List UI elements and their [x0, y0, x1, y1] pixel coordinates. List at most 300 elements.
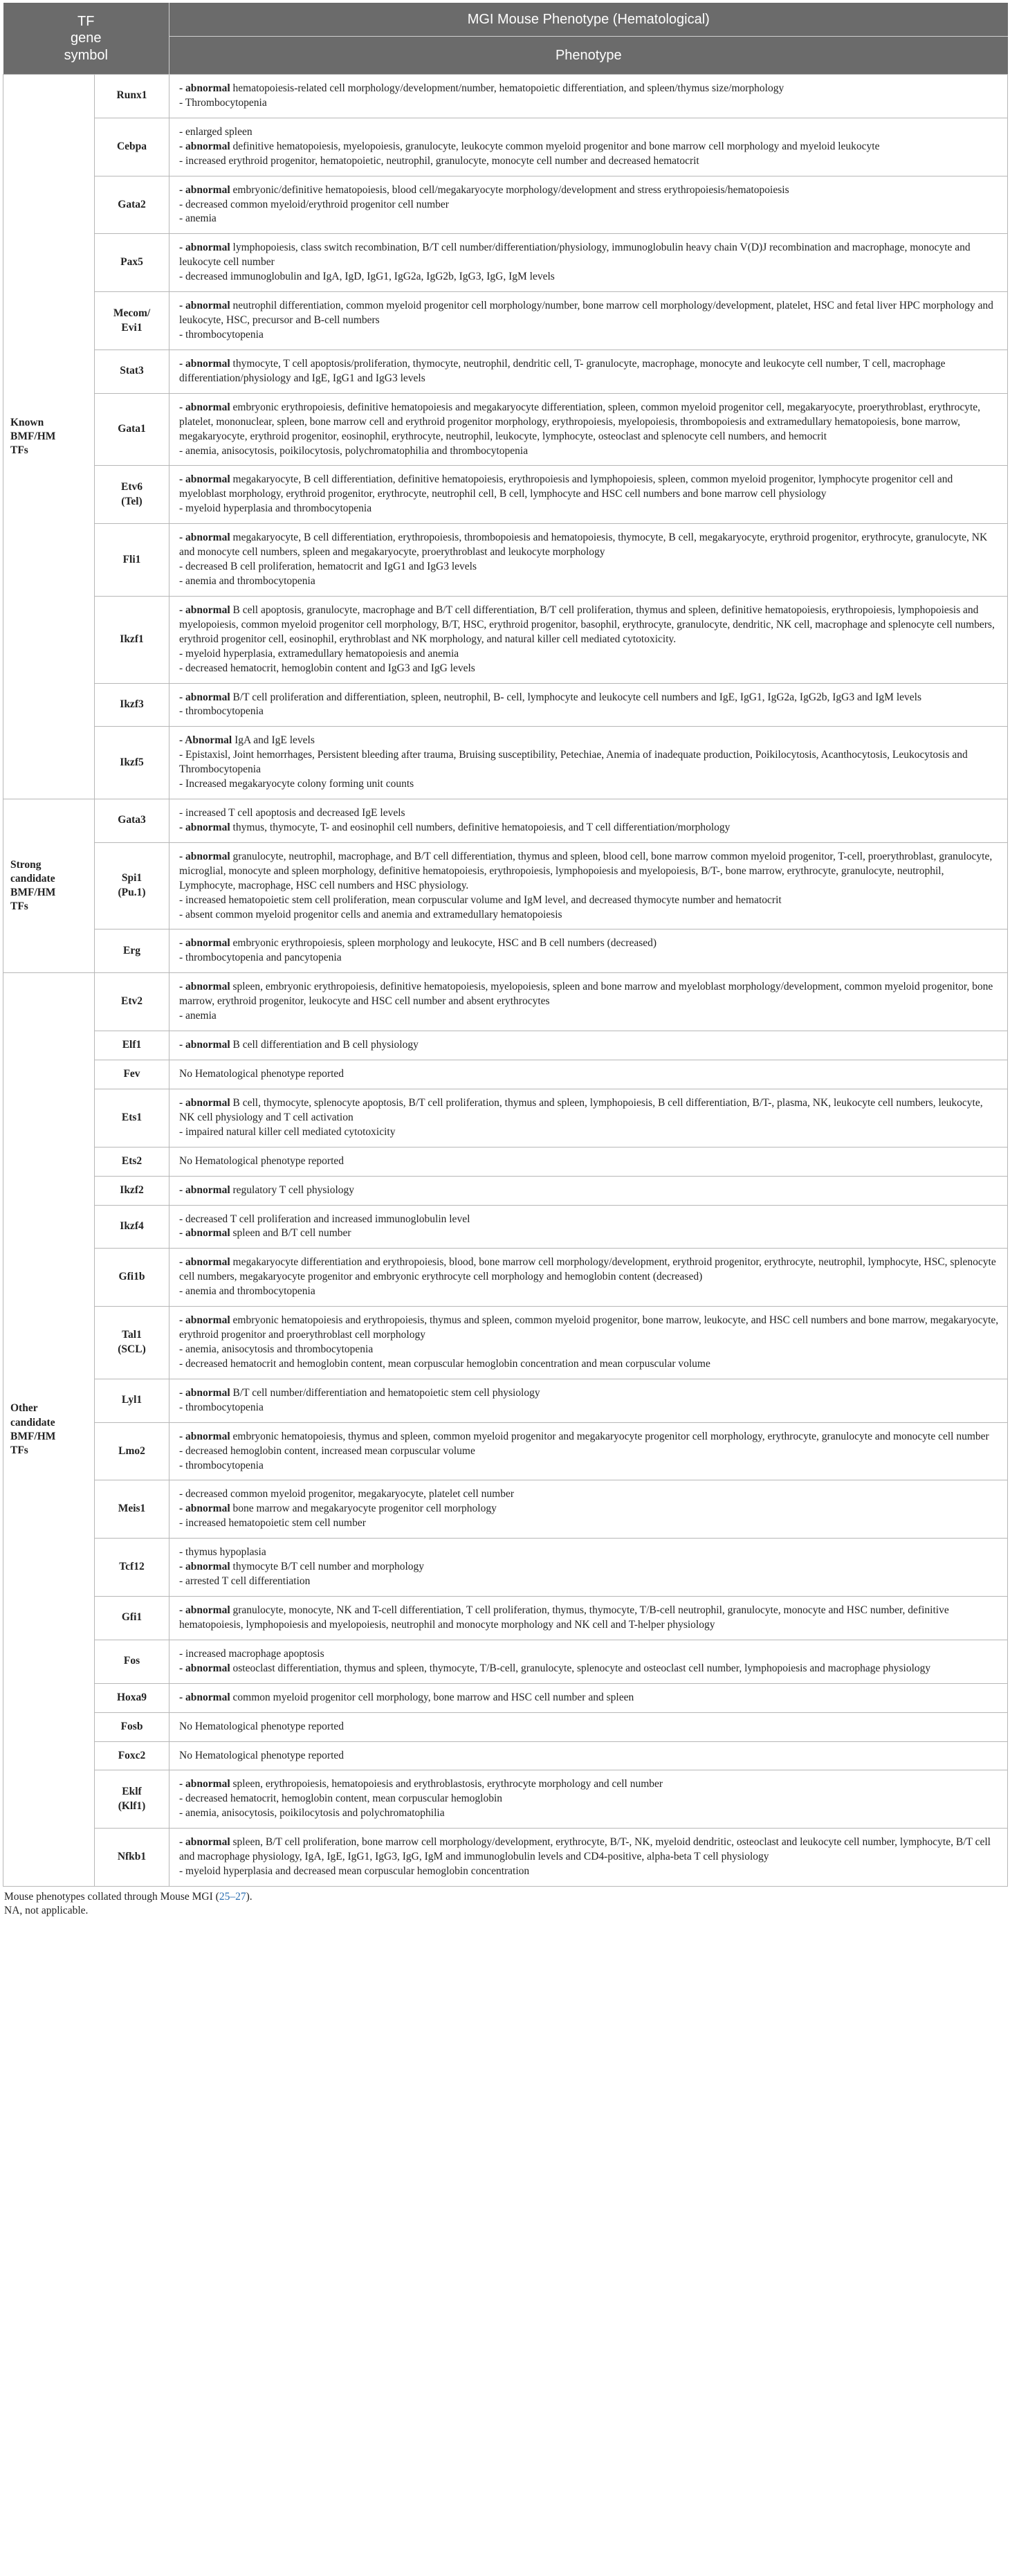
- phenotype-line: [179, 1285, 999, 1299]
- gene-symbol-cell: [95, 683, 169, 727]
- gene-symbol-cell: [95, 75, 169, 118]
- gene-symbol-cell: [95, 234, 169, 292]
- phenotype-line: [179, 821, 999, 835]
- gene-symbol: (Pu.1): [118, 887, 146, 899]
- phenotype-text: B/T cell proliferation and differentiation, spleen, neutrophil, B- cell, lymphocyte and leukocyte cell numbers and IgE, IgG1, IgG2a, IgG2b, IgG3 and IgM levels: [230, 691, 921, 703]
- phenotype-emphasis: - abnormal: [179, 82, 230, 94]
- phenotype-line: [179, 1777, 999, 1792]
- gene-symbol: Gfi1: [121, 1611, 143, 1624]
- phenotype-cell: [169, 596, 1008, 683]
- gene-symbol: Ikzf2: [120, 1183, 144, 1196]
- phenotype-text: megakaryocyte, B cell differentiation, erythropoiesis, thrombopoiesis and hematopoiesis, thymocyte, B cell, megakaryocyte, erythroid progenitor, erythrocyte, granulocyte, NK and monocyte cell numbers, spleen and megakaryocyte, proerythroblast and leukocyte morphology: [179, 532, 988, 559]
- gene-symbol-cell: [95, 1712, 169, 1741]
- phenotype-table: [3, 3, 1008, 1887]
- table-row: [3, 1307, 1008, 1379]
- gene-symbol: Nfkb1: [117, 1851, 147, 1863]
- phenotype-text: - increased hematopoietic stem cell proliferation, mean corpuscular volume and IgM level, and decreased thymocyte number and hematocrit: [179, 894, 782, 906]
- category-label: TFs: [10, 1444, 28, 1456]
- gene-symbol-cell: [95, 350, 169, 393]
- phenotype-cell: [169, 842, 1008, 929]
- gene-symbol-cell: [95, 1176, 169, 1205]
- phenotype-line: [179, 1720, 999, 1734]
- gene-symbol-cell: [95, 466, 169, 524]
- table-row: [3, 234, 1008, 292]
- table-row: [3, 799, 1008, 843]
- gene-symbol-cell: [95, 973, 169, 1031]
- phenotype-cell: [169, 393, 1008, 466]
- phenotype-line: [179, 473, 999, 502]
- phenotype-text: - increased hematopoietic stem cell number: [179, 1517, 366, 1530]
- table-header: [3, 3, 1008, 75]
- table-row: [3, 1683, 1008, 1712]
- phenotype-emphasis: - abnormal: [179, 1662, 230, 1674]
- phenotype-line: [179, 1691, 999, 1705]
- phenotype-emphasis: - abnormal: [179, 401, 230, 413]
- gene-symbol-cell: [95, 118, 169, 176]
- phenotype-line: [179, 401, 999, 444]
- gene-symbol-cell: [95, 524, 169, 597]
- table-row: [3, 118, 1008, 176]
- phenotype-line: [179, 270, 999, 284]
- phenotype-text: - decreased immunoglobulin and IgA, IgD, IgG1, IgG2a, IgG2b, IgG3, IgG, IgM levels: [179, 271, 555, 283]
- phenotype-line: [179, 198, 999, 212]
- phenotype-cell: [169, 75, 1008, 118]
- phenotype-line: [179, 1835, 999, 1865]
- gene-symbol: Meis1: [118, 1503, 146, 1515]
- phenotype-line: [179, 531, 999, 560]
- phenotype-text: - anemia: [179, 212, 217, 225]
- table-row: [3, 1422, 1008, 1480]
- phenotype-text: embryonic erythropoiesis, spleen morphology and leukocyte, HSC and B cell numbers (decreased): [230, 937, 657, 950]
- phenotype-text: spleen, erythropoiesis, hematopoiesis and erythroblastosis, erythrocyte morphology and cell number: [230, 1778, 663, 1790]
- gene-symbol-cell: [95, 176, 169, 234]
- phenotype-emphasis: - abnormal: [179, 140, 230, 152]
- table-row: [3, 1249, 1008, 1307]
- phenotype-text: - increased T cell apoptosis and decreased IgE levels: [179, 807, 405, 819]
- table-row: [3, 973, 1008, 1031]
- category-cell: [3, 973, 95, 1887]
- phenotype-line: [179, 604, 999, 647]
- category-label: BMF/HM: [10, 887, 56, 899]
- phenotype-emphasis: - abnormal: [179, 604, 230, 616]
- gene-symbol-cell: [95, 1480, 169, 1539]
- table-row: [3, 1089, 1008, 1147]
- phenotype-text: embryonic erythropoiesis, definitive hematopoiesis and megakaryocyte differentiation, spleen, common myeloid progenitor cell, megakaryocyte, proerythroblast, erythrocyte, platelet, mononuclear, spleen, bone marrow cell and erythroid progenitor morphology, erythropoiesis, myelopoiesis, thrombopoiesis and extramedullary hematopoiesis, bone marrow, megakaryocyte, erythroid progenitor, eosinophil, erythrocyte, neutrophil, leukocyte, lymphocyte, osteoclast and splenocyte cell numbers, and hemocrit: [179, 401, 981, 442]
- phenotype-text: spleen and B/T cell number: [230, 1227, 351, 1240]
- gene-symbol-cell: [95, 596, 169, 683]
- gene-symbol: Etv6: [121, 480, 143, 493]
- table-row: [3, 176, 1008, 234]
- table-row: [3, 1379, 1008, 1422]
- phenotype-line: [179, 502, 999, 516]
- phenotype-line: [179, 908, 999, 923]
- phenotype-text: granulocyte, monocyte, NK and T-cell differentiation, T cell proliferation, thymus, thymocyte, T/B-cell neutrophil, granulocyte, monocyte and HSC number, definitive hematopoiesis, lymphopoiesis and myelopoiesis, neutrophil and monocyte morphology and NK cell and T-helper physiology: [179, 1604, 949, 1631]
- phenotype-text: - decreased common myeloid/erythroid progenitor cell number: [179, 198, 449, 210]
- phenotype-emphasis: - Abnormal: [179, 734, 232, 747]
- table-row: [3, 842, 1008, 929]
- phenotype-text: thymocyte, T cell apoptosis/proliferation, thymocyte, neutrophil, dendritic cell, T- granulocyte, macrophage, monocyte and leukocyte cell number, T cell, macrophage differentiation/physiology and IgE, IgG1 and IgG3 levels: [179, 357, 946, 384]
- phenotype-line: [179, 850, 999, 894]
- table-row: [3, 524, 1008, 597]
- phenotype-line: [179, 980, 999, 1009]
- phenotype-cell: [169, 524, 1008, 597]
- phenotype-cell: [169, 1712, 1008, 1741]
- phenotype-emphasis: - abnormal: [179, 183, 230, 196]
- phenotype-emphasis: - abnormal: [179, 1039, 230, 1051]
- phenotype-line: [179, 96, 999, 111]
- phenotype-text: - thrombocytopenia: [179, 705, 264, 718]
- table-row: [3, 1770, 1008, 1829]
- gene-symbol-cell: [95, 1683, 169, 1712]
- gene-symbol-cell: [95, 799, 169, 843]
- phenotype-cell: [169, 1089, 1008, 1147]
- phenotype-line: [179, 357, 999, 386]
- phenotype-text: No Hematological phenotype reported: [179, 1068, 345, 1080]
- table-row: [3, 1060, 1008, 1089]
- phenotype-line: [179, 951, 999, 965]
- table-row: [3, 1147, 1008, 1176]
- tf-gene-symbol-header: TF gene symbol: [3, 3, 169, 75]
- phenotype-cell: [169, 1205, 1008, 1249]
- gene-symbol: Ikzf5: [120, 756, 144, 768]
- phenotype-text: - thymus hypoplasia: [179, 1546, 266, 1559]
- phenotype-cell: [169, 292, 1008, 350]
- table-row: [3, 1640, 1008, 1683]
- gene-symbol: Foxc2: [118, 1749, 146, 1761]
- phenotype-line: [179, 1096, 999, 1125]
- category-label: Strong: [10, 858, 42, 871]
- gene-symbol-cell: [95, 1379, 169, 1422]
- phenotype-line: [179, 82, 999, 96]
- phenotype-line: [179, 1545, 999, 1560]
- phenotype-text: common myeloid progenitor cell morphology, bone marrow and HSC cell number and spleen: [230, 1691, 634, 1703]
- phenotype-line: [179, 1125, 999, 1140]
- gene-symbol: Spi1: [121, 872, 143, 885]
- category-label: BMF/HM: [10, 430, 56, 442]
- phenotype-cell: [169, 1422, 1008, 1480]
- category-label: BMF/HM: [10, 1430, 56, 1442]
- phenotype-emphasis: - abnormal: [179, 1314, 230, 1327]
- phenotype-text: - decreased T cell proliferation and increased immunoglobulin level: [179, 1213, 470, 1225]
- gene-symbol: Gfi1b: [118, 1271, 145, 1283]
- phenotype-line: [179, 748, 999, 777]
- gene-symbol: Lmo2: [118, 1444, 145, 1457]
- phenotype-line: [179, 154, 999, 169]
- phenotype-cell: [169, 234, 1008, 292]
- phenotype-line: [179, 241, 999, 270]
- phenotype-text: - increased macrophage apoptosis: [179, 1647, 324, 1660]
- phenotype-line: [179, 212, 999, 226]
- phenotype-text: - thrombocytopenia: [179, 328, 264, 341]
- phenotype-text: granulocyte, neutrophil, macrophage, and B/T cell differentiation, thymus and spleen, blood cell, bone marrow common myeloid progenitor, T-cell, proerythroblast, granulocyte, microglial, monocyte and spleen morphology, definitive hematopoiesis, erythropoiesis, lymphopoiesis and myelopoiesis, B/T-, bone marrow, erythrocyte, granulocyte, neutrophil, Lymphocyte, macrophage, HSC cell numbers and HSC physiology.: [179, 850, 993, 891]
- phenotype-cell: [169, 1307, 1008, 1379]
- phenotype-text: - decreased common myeloid progenitor, megakaryocyte, platelet cell number: [179, 1488, 515, 1500]
- table-row: [3, 393, 1008, 466]
- gene-symbol-cell: [95, 1205, 169, 1249]
- phenotype-line: [179, 328, 999, 343]
- phenotype-line: [179, 1430, 999, 1444]
- phenotype-line: [179, 1502, 999, 1516]
- phenotype-emphasis: - abnormal: [179, 850, 230, 862]
- phenotype-emphasis: - abnormal: [179, 821, 230, 833]
- phenotype-cell: [169, 1683, 1008, 1712]
- phenotype-text: B cell differentiation and B cell physiology: [230, 1039, 419, 1051]
- phenotype-line: [179, 125, 999, 140]
- phenotype-text: osteoclast differentiation, thymus and spleen, thymocyte, T/B-cell, granulocyte, splenocyte and osteoclast cell number, lymphopoiesis and macrophage physiology: [230, 1662, 931, 1674]
- phenotype-text: - decreased hemoglobin content, increased mean corpuscular volume: [179, 1444, 475, 1457]
- phenotype-emphasis: - abnormal: [179, 691, 230, 703]
- phenotype-cell: [169, 1539, 1008, 1597]
- phenotype-text: - Increased megakaryocyte colony forming unit counts: [179, 778, 414, 790]
- phenotype-line: [179, 183, 999, 198]
- gene-symbol-cell: [95, 1539, 169, 1597]
- gene-symbol-cell: [95, 393, 169, 466]
- gene-symbol: (Tel): [121, 495, 143, 507]
- category-label: TFs: [10, 444, 28, 457]
- phenotype-line: [179, 691, 999, 705]
- gene-symbol: Fosb: [120, 1720, 143, 1732]
- phenotype-text: - anemia and thrombocytopenia: [179, 574, 315, 587]
- table-row: [3, 466, 1008, 524]
- phenotype-cell: [169, 1060, 1008, 1089]
- phenotype-line: [179, 1009, 999, 1024]
- table-footnotes: [3, 1887, 1007, 1918]
- gene-symbol: Cebpa: [116, 140, 147, 152]
- phenotype-emphasis: - abnormal: [179, 1604, 230, 1616]
- phenotype-line: [179, 1575, 999, 1589]
- gene-symbol-cell: [95, 929, 169, 973]
- gene-symbol-cell: [95, 1596, 169, 1640]
- phenotype-emphasis: - abnormal: [179, 1096, 230, 1109]
- phenotype-text: - anemia, anisocytosis, poikilocytosis, polychromatophilia and thrombocytopenia: [179, 444, 529, 457]
- phenotype-text: - enlarged spleen: [179, 125, 252, 138]
- table-row: [3, 75, 1008, 118]
- phenotype-cell: [169, 1741, 1008, 1770]
- phenotype-text: - anemia and thrombocytopenia: [179, 1285, 315, 1298]
- category-label: candidate: [10, 1416, 55, 1428]
- phenotype-text: - decreased hematocrit and hemoglobin content, mean corpuscular hemoglobin concentration and mean corpuscular volume: [179, 1357, 710, 1370]
- phenotype-text: megakaryocyte differentiation and erythropoiesis, blood, bone marrow cell morphology/development, erythroid progenitor, erythrocyte, neutrophil, lymphocyte, HSC, splenocyte cell numbers, megakaryocyte progenitor and embryonic erythrocyte cell morphology and hemoglobin content (decreased): [179, 1256, 996, 1283]
- phenotype-emphasis: - abnormal: [179, 242, 230, 254]
- phenotype-line: [179, 1749, 999, 1763]
- gene-symbol: Fos: [123, 1655, 140, 1667]
- table-row: [3, 1741, 1008, 1770]
- phenotype-line: [179, 299, 999, 328]
- phenotype-text: B cell apoptosis, granulocyte, macrophage and B/T cell differentiation, B/T cell proliferation, thymus and spleen, definitive hematopoiesis, erythropoiesis, lymphopoiesis and myelopoiesis, common myeloid progenitor cell morphology, B/T, HSC, erythroid progenitor, basophil, erythrocyte, granulocyte, dendritic, NK cell, macrophage and splenocyte cell numbers, erythroid progenitor cell, eosinophil, erythroblast and NK morphology, and natural killer cell mediated cytotoxicity.: [179, 604, 995, 645]
- phenotype-text: No Hematological phenotype reported: [179, 1749, 345, 1761]
- phenotype-cell: [169, 466, 1008, 524]
- table-row: [3, 596, 1008, 683]
- reference-link[interactable]: 25–27: [219, 1890, 246, 1903]
- phenotype-emphasis: - abnormal: [179, 1227, 230, 1240]
- gene-symbol: Elf1: [122, 1039, 142, 1051]
- phenotype-emphasis: - abnormal: [179, 1778, 230, 1790]
- phenotype-cell: [169, 799, 1008, 843]
- gene-symbol-cell: [95, 1060, 169, 1089]
- phenotype-text: No Hematological phenotype reported: [179, 1720, 345, 1732]
- gene-symbol: Etv2: [121, 995, 143, 1008]
- phenotype-line: [179, 1067, 999, 1082]
- gene-symbol: Runx1: [116, 89, 147, 102]
- phenotype-line: [179, 1444, 999, 1459]
- table-row: [3, 350, 1008, 393]
- gene-symbol: Erg: [123, 944, 140, 956]
- phenotype-line: [179, 662, 999, 676]
- phenotype-line: [179, 1213, 999, 1227]
- phenotype-cell: [169, 1176, 1008, 1205]
- table-row: [3, 929, 1008, 973]
- phenotype-line: [179, 1865, 999, 1879]
- gene-symbol-cell: [95, 727, 169, 799]
- gene-symbol: Gata1: [118, 423, 146, 435]
- gene-symbol: Fev: [123, 1068, 140, 1080]
- phenotype-line: [179, 574, 999, 589]
- phenotype-text: - impaired natural killer cell mediated cytotoxicity: [179, 1125, 396, 1138]
- phenotype-cell: [169, 350, 1008, 393]
- gene-symbol: Pax5: [120, 256, 143, 269]
- phenotype-text: spleen, embryonic erythropoiesis, definitive hematopoiesis, myelopoiesis, spleen and bone marrow and myeloblast morphology/development, common myeloid progenitor, bone marrow, erythroid progenitor, leukocyte and HSC cell number and absent erythrocytes: [179, 981, 993, 1008]
- gene-symbol: (SCL): [118, 1343, 146, 1355]
- phenotype-line: [179, 1183, 999, 1198]
- phenotype-text: - myeloid hyperplasia, extramedullary hematopoiesis and anemia: [179, 647, 459, 660]
- phenotype-text: embryonic hematopoiesis and erythropoiesis, thymus and spleen, common myeloid progenitor, bone marrow, leukocyte, and HSC cell numbers and bone marrow, megakaryocyte, erythroid progenitor and proerythroblast cell morphology: [179, 1314, 999, 1341]
- gene-symbol: Ets1: [121, 1111, 143, 1123]
- phenotype-cell: [169, 1147, 1008, 1176]
- table-row: [3, 1031, 1008, 1060]
- phenotype-line: [179, 1386, 999, 1401]
- phenotype-line: [179, 560, 999, 574]
- phenotype-text: bone marrow and megakaryocyte progenitor cell morphology: [230, 1503, 497, 1515]
- phenotype-line: [179, 1154, 999, 1169]
- phenotype-text: hematopoiesis-related cell morphology/development/number, hematopoietic differentiation, and spleen/thymus size/morphology: [230, 82, 784, 94]
- phenotype-cell: [169, 1480, 1008, 1539]
- phenotype-text: - absent common myeloid progenitor cells and anemia and extramedullary hematopoiesis: [179, 908, 562, 920]
- category-label: Other: [10, 1402, 38, 1415]
- category-cell: [3, 799, 95, 973]
- phenotype-line: [179, 647, 999, 662]
- footnote-source: Mouse phenotypes collated through Mouse MGI (25–27).: [4, 1890, 252, 1903]
- gene-symbol: Mecom/: [113, 307, 151, 319]
- phenotype-line: [179, 936, 999, 951]
- gene-symbol: Ikzf1: [120, 633, 144, 645]
- table-row: [3, 1176, 1008, 1205]
- phenotype-cell: [169, 929, 1008, 973]
- category-label: Known: [10, 416, 44, 428]
- phenotype-cell: [169, 1770, 1008, 1829]
- gene-symbol-cell: [95, 1249, 169, 1307]
- phenotype-text: thymus, thymocyte, T- and eosinophil cell numbers, definitive hematopoiesis, and T cell differentiation/morphology: [230, 821, 731, 833]
- table-row: [3, 683, 1008, 727]
- phenotype-cell: [169, 176, 1008, 234]
- category-cell: [3, 75, 95, 799]
- phenotype-text: - anemia, anisocytosis, poikilocytosis and polychromatophilia: [179, 1807, 445, 1820]
- phenotype-line: [179, 1401, 999, 1415]
- phenotype-emphasis: - abnormal: [179, 1836, 230, 1849]
- phenotype-text: IgA and IgE levels: [232, 734, 315, 747]
- phenotype-line: [179, 1038, 999, 1053]
- phenotype-text: - Thrombocytopenia: [179, 96, 267, 109]
- phenotype-cell: [169, 1379, 1008, 1422]
- phenotype-text: - Epistaxisl, Joint hemorrhages, Persistent bleeding after trauma, Bruising susceptibility, Petechiae, Anemia of inadequate production, Poikilocytosis, Acanthocytosis, Leukocytosis and Thrombocytopenia: [179, 749, 968, 776]
- phenotype-line: [179, 1792, 999, 1806]
- phenotype-line: [179, 1343, 999, 1357]
- phenotype-cell: [169, 118, 1008, 176]
- phenotype-line: [179, 1560, 999, 1575]
- gene-symbol: Ikzf4: [120, 1220, 144, 1232]
- phenotype-line: [179, 1314, 999, 1343]
- phenotype-line: [179, 444, 999, 459]
- table-row: [3, 1829, 1008, 1887]
- phenotype-line: [179, 806, 999, 821]
- category-label: TFs: [10, 900, 28, 913]
- phenotype-text: megakaryocyte, B cell differentiation, definitive hematopoiesis, erythropoiesis and lymphopoiesis, spleen, common myeloid progenitor, lymphocyte progenitor cell and myeloblast morphology, erythroid progenitor, erythrocyte, neutrophil cell, B cell, lymphocyte and HSC cell numbers and bone marrow cell physiology: [179, 473, 953, 500]
- table-row: [3, 727, 1008, 799]
- phenotype-cell: [169, 1596, 1008, 1640]
- phenotype-cell: [169, 727, 1008, 799]
- phenotype-text: - decreased B cell proliferation, hematocrit and IgG1 and IgG3 levels: [179, 561, 477, 573]
- phenotype-line: [179, 705, 999, 719]
- phenotype-emphasis: - abnormal: [179, 1561, 230, 1573]
- gene-symbol-cell: [95, 1829, 169, 1887]
- phenotype-text: - myeloid hyperplasia and decreased mean corpuscular hemoglobin concentration: [179, 1865, 530, 1878]
- gene-symbol-cell: [95, 1770, 169, 1829]
- phenotype-cell: [169, 1829, 1008, 1887]
- phenotype-text: - decreased hematocrit, hemoglobin content and IgG3 and IgG levels: [179, 662, 475, 674]
- phenotype-text: neutrophil differentiation, common myeloid progenitor cell morphology/number, bone marrow cell morphology/development, platelet, HSC and fetal liver HPC morphology and leukocyte, HSC, precursor and B-cell numbers: [179, 300, 993, 327]
- table-row: [3, 1596, 1008, 1640]
- gene-symbol: Ets2: [121, 1154, 143, 1167]
- phenotype-cell: [169, 1640, 1008, 1683]
- gene-symbol-cell: [95, 292, 169, 350]
- gene-symbol: Tal1: [122, 1329, 142, 1341]
- table-body: [3, 75, 1008, 1887]
- category-label: candidate: [10, 873, 55, 885]
- phenotype-emphasis: - abnormal: [179, 981, 230, 993]
- phenotype-text: embryonic/definitive hematopoiesis, blood cell/megakaryocyte morphology/development and stress erythropoiesis/hematopoiesis: [230, 183, 789, 196]
- phenotype-text: No Hematological phenotype reported: [179, 1154, 345, 1167]
- gene-symbol: Evi1: [121, 321, 143, 334]
- phenotype-line: [179, 1226, 999, 1241]
- phenotype-header: Phenotype: [169, 37, 1008, 75]
- phenotype-text: - thrombocytopenia: [179, 1459, 264, 1471]
- gene-symbol: Hoxa9: [116, 1691, 147, 1703]
- phenotype-line: [179, 1487, 999, 1502]
- phenotype-text: spleen, B/T cell proliferation, bone marrow cell morphology/development, erythrocyte, B/T-, NK, myeloid dendritic, osteoclast and leukocyte cell number, lymphocyte, B/T cell and macrophage physiology, IgA, IgE, IgG1, IgG3, IgG, IgM and immunoglobulin levels and CD4-positive, alpha-beta T cell physiology: [179, 1836, 991, 1863]
- phenotype-cell: [169, 973, 1008, 1031]
- phenotype-line: [179, 1516, 999, 1531]
- phenotype-cell: [169, 1031, 1008, 1060]
- phenotype-line: [179, 1647, 999, 1662]
- phenotype-text: thymocyte B/T cell number and morphology: [230, 1561, 425, 1573]
- phenotype-emphasis: - abnormal: [179, 1256, 230, 1269]
- gene-symbol-cell: [95, 1089, 169, 1147]
- gene-symbol: Eklf: [122, 1785, 142, 1797]
- phenotype-text: - thrombocytopenia: [179, 1401, 264, 1413]
- phenotype-text: - increased erythroid progenitor, hematopoietic, neutrophil, granulocyte, monocyte cell number and decreased hematocrit: [179, 154, 699, 167]
- phenotype-line: [179, 1459, 999, 1473]
- gene-symbol-cell: [95, 1147, 169, 1176]
- gene-symbol: Gata2: [118, 198, 146, 210]
- gene-symbol-cell: [95, 1307, 169, 1379]
- phenotype-line: [179, 1662, 999, 1676]
- gene-symbol: (Klf1): [118, 1799, 146, 1812]
- gene-symbol-cell: [95, 842, 169, 929]
- gene-symbol: Ikzf3: [120, 698, 144, 710]
- phenotype-text: - arrested T cell differentiation: [179, 1575, 311, 1588]
- phenotype-emphasis: - abnormal: [179, 1430, 230, 1442]
- phenotype-text: - thrombocytopenia and pancytopenia: [179, 952, 342, 964]
- phenotype-text: - anemia, anisocytosis and thrombocytopenia: [179, 1343, 374, 1355]
